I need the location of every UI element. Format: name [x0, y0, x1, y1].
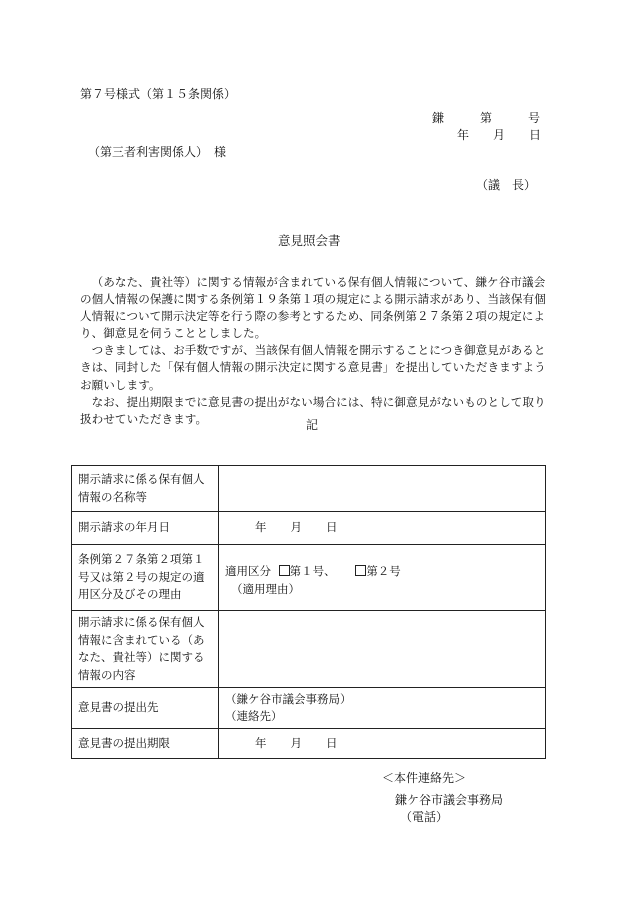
deadline-year: 年	[255, 735, 267, 750]
category-reason: （適用理由）	[231, 581, 300, 596]
label-request-name: 開示請求に係る保有個人情報の名称等	[72, 466, 219, 512]
label-request-date: 開示請求の年月日	[72, 512, 219, 545]
date-day: 日	[326, 520, 338, 535]
body-paragraph-3: なお、提出期限までに意見書の提出がない場合には、特に御意見がないものとして取り扱わせていただきます。	[80, 394, 546, 426]
form-number: 第７号様式（第１５条関係）	[80, 87, 237, 101]
option-2-label: 第２号	[366, 564, 401, 578]
value-request-name	[219, 466, 546, 512]
info-table	[71, 465, 546, 759]
table-row-request-date	[72, 512, 546, 545]
table-row-submit-to	[72, 688, 546, 729]
sender: （議 長）	[476, 178, 537, 192]
label-info-content: 開示請求に係る保有個人情報に含まれている（あなた、貴社等）に関する情報の内容	[72, 611, 219, 688]
contact-heading: ＜本件連絡先＞	[382, 771, 467, 785]
body-paragraph-2: つきましては、お手数ですが、当該保有個人情報を開示することにつき御意見があるときは、同封した「保有個人情報の開示決定に関する意見書」を提出していただきますようお願いします。	[80, 343, 546, 392]
ki-marker: 記	[306, 418, 319, 432]
deadline-day: 日	[326, 735, 338, 750]
submit-office: （鎌ケ谷市議会事務局）	[225, 691, 352, 706]
label-deadline: 意見書の提出期限	[72, 729, 219, 759]
checkbox-2[interactable]	[355, 565, 366, 576]
option-1-label: 第１号、	[289, 564, 336, 578]
checkbox-1[interactable]	[279, 565, 290, 576]
date-year: 年	[255, 520, 267, 535]
value-request-date	[219, 512, 546, 545]
contact-tel: （電話）	[400, 810, 449, 824]
table-row-deadline	[72, 729, 546, 759]
value-category	[219, 545, 546, 611]
category-label: 適用区分	[225, 564, 271, 578]
deadline-month: 月	[290, 735, 302, 750]
document-title: 意見照会書	[278, 233, 341, 248]
table-row-category	[72, 545, 546, 611]
contact-office: 鎌ケ谷市議会事務局	[395, 793, 504, 807]
label-category: 条例第２７条第２項第１号又は第２号の規定の適用区分及びその理由	[72, 545, 219, 611]
table-row-request-name	[72, 466, 546, 512]
category-line	[225, 563, 539, 581]
document-number: 鎌 第 号	[432, 111, 541, 125]
value-submit-to	[219, 688, 546, 729]
value-info-content	[219, 611, 546, 688]
date-month: 月	[290, 520, 302, 535]
body-text	[80, 274, 554, 428]
table-row-info-content	[72, 611, 546, 688]
body-paragraph-1: （あなた、貴社等）に関する情報が含まれている保有個人情報について、鎌ケ谷市議会の個人情報の保護に関する条例第１９条第１項の規定による開示請求があり、当該保有個人情報について開示決定等を行う際の参考とするため、同条例第２７条第２項の規定により、御意見を伺うこととしました。	[80, 275, 546, 341]
value-deadline	[219, 729, 546, 759]
addressee: （第三者利害関係人） 様	[88, 145, 227, 159]
document-date: 年 月 日	[457, 128, 542, 142]
label-submit-to: 意見書の提出先	[72, 688, 219, 729]
submit-contact: （連絡先）	[225, 709, 283, 723]
